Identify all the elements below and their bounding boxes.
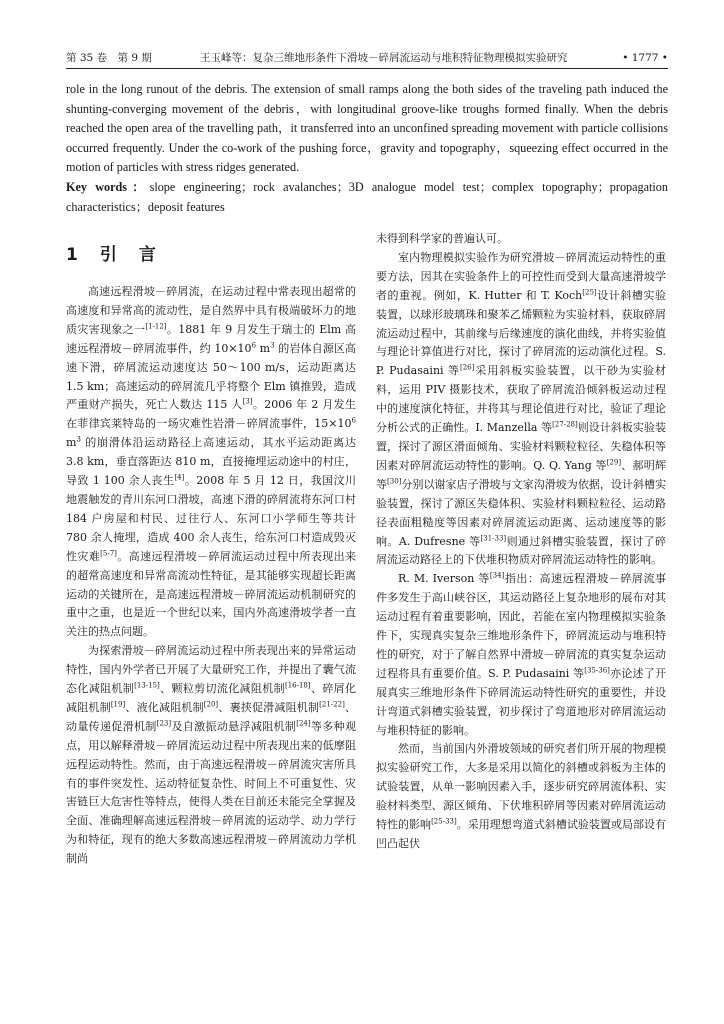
abstract-continuation: role in the long runout of the debris. The extension of small ramps along the both sides of the traveling path induced the shunting-converging movement of the debris，with longitudinal groove-like troughs formed finally. When the debris reached the open area of the travelling path，it transferred into an unconfined spreading movement with particle collisions occurred frequently. Under the co-work of the pushing force，gravity and topography，squeezing effect occurred in the motion of particles with stress ridges generated. xyxy=(66,82,668,175)
citation: [23] xyxy=(156,719,172,728)
intro-paragraph-5: 然而，当前国内外滑坡领域的研究者们所开展的物理模拟实验研究工作，大多是采用以简化的斜槽或斜板为主体的试验装置，从单一影响因素入手，逐步研究碎屑流体积、实验材料类型、源区倾角、下伏堆积碎屑等因素对碎屑流运动特性的影响[25-33]。采用理想弯道式斜槽试验装置或局部设有凹凸起伏 xyxy=(376,742,667,850)
english-abstract xyxy=(66,80,668,217)
citation: [16-18] xyxy=(284,681,311,690)
citation: [27-28] xyxy=(552,420,578,429)
left-column xyxy=(66,230,356,869)
section-heading xyxy=(66,244,356,266)
keywords-label: Key words： xyxy=(66,179,150,194)
intro-paragraph-2: 为探索滑坡－碎屑流运动过程中所表现出来的异常运动特性，国内外学者已开展了大量研究工作，并提出了囊气流态化减阻机制[13-15]、颗粒剪切流化减阻机制[16-18]、碎屑化减阻机制[19]、液化减阻机制[20]、裹挟促滑减阻机制[21-22]、动量传递促滑机制[23]及自激振动悬浮减阻机制[24]等多种观点，用以解释滑坡－碎屑流运动过程中所表现出来的低摩阻远程运动特性。然而，由于高速远程滑坡－碎屑流灾害所具有的事件突发性、运动特征复杂性、时间上不可重复性、灾害链巨大危害性等特点，使得人类在目前还未能完全掌握及全面、准确理解高速远程滑坡－碎屑流的运动学、动力学行为和特征，现有的绝大多数高速远程滑坡－碎屑流动力学机制尚 xyxy=(66,644,357,866)
keywords-text: slope engineering；rock avalanches；3D analogue model test；complex topography；propagation characteristics；deposit features xyxy=(66,179,668,214)
intro-paragraph-3: 室内物理模拟实验作为研究滑坡－碎屑流运动特性的重要方法，因其在实验条件上的可控性而受到大量高速滑坡学者的重视。例如，K. Hutter 和 T. Koch[25]设计斜槽实验装置，以球形玻璃珠和聚苯乙烯颗粒为实验材料，获取碎屑流运动过程中，其前缘与后缘速度的演化曲线，并将实验值与理论计算值进行对比，探讨了碎屑流的运动演化过程。S. P. Pudasaini 等[26]采用斜板实验装置，以干砂为实验材料，运用 PIV 摄影技术，获取了碎屑流沿倾斜板运动过程中的速度演化特征，并将其与理论值进行对比，验证了理论分析公式的正确性。I. Manzella 等[27-28]则设计斜板实验装置，探讨了源区滑面倾角、实验材料颗粒粒径、失稳体积等因素对碎屑流运动特性的影响。Q. Q. Yang 等[29]、郝明辉等[30]分别以谢家店子滑坡与文家沟滑坡为依据，设计斜槽实验装置，探讨了源区失稳体积、实验材料颗粒粒径、运动路径表面粗糙度等因素对碎屑流运动距离、运动速度等的影响。A. Dufresne 等[31-33]则通过斜槽实验装置，探讨了碎屑流运动路径上的下伏堆积物质对碎屑流运动特性的影响。 xyxy=(376,250,667,567)
citation: [4] xyxy=(174,473,185,482)
citation: [29] xyxy=(606,458,622,467)
intro-paragraph-continued: 未得到科学家的普遍认可。 xyxy=(376,232,508,245)
citation: [25] xyxy=(582,288,597,297)
running-header xyxy=(66,50,668,66)
header-rule xyxy=(66,68,668,69)
running-title: 王玉峰等：复杂三维地形条件下滑坡－碎屑流运动与堆积特征物理模拟实验研究 xyxy=(200,52,568,64)
citation: [5-7] xyxy=(100,549,117,558)
intro-paragraph-4: R. M. Iverson 等[34]指出：高速远程滑坡－碎屑流事件多发生于高山峡谷区，其运动路径上复杂地形的展布对其运动过程有着重要影响，因此，若能在室内物理模拟实验条件下，实现真实复杂三维地形条件下，碎屑流运动与堆积特性的研究，对于了解自然界中滑坡－碎屑流的真实复杂运动过程将具有重要价值。S. P. Pudasaini 等[35-36]亦论述了开展真实三维地形条件下碎屑流运动特性研究的重要性，并设计弯道式斜槽实验装置，初步探讨了弯道地形对碎屑流运动与堆积特征的影响。 xyxy=(376,571,667,737)
citation: [26] xyxy=(460,363,475,372)
citation: [19] xyxy=(110,700,126,709)
citation: [20] xyxy=(203,700,219,709)
keywords-line xyxy=(66,178,668,217)
citation: [13-15] xyxy=(134,681,160,690)
page-number: • 1777 • xyxy=(622,52,668,64)
section-title-char-1: 引 xyxy=(99,245,121,265)
section-number: 1 xyxy=(66,245,82,265)
citation: [31-33] xyxy=(480,533,507,542)
citation: [1-12] xyxy=(145,322,167,331)
citation: [34] xyxy=(489,571,505,580)
intro-paragraph-1: 高速远程滑坡－碎屑流，在运动过程中常表现出超常的高速度和异常高的流动性，是自然界中具有极端破坏力的地质灾害现象之一[1-12]。1881 年 9 月发生于瑞士的 Elm 高速远程滑坡－碎屑流事件，约 $10\times 10^6$ $m^3$ 的岩体自源区高速下滑，碎屑流运动速度达 50～100 m/s，运动距离达 1.5 km；高速运动的碎屑流几乎将整个 Elm 镇推毁，造成严重财产损失，死亡人数达 115 人[3]。2006 年 2 月发生在菲律宾莱特岛的一场灾难性岩滑－碎屑流事件，$15\times 10^6$ $m^3$ 的崩滑体沿运动路径上高速运动，其水平运动距离达 3.8 km，垂直落距达 810 m，直接掩埋运动途中的村庄，导致 1 100 余人丧生[4]。2008 年 5 月 12 日，我国汶川地震触发的青川东河口滑坡，高速下滑的碎屑流将东河口村 184 户房屋和村民、过往行人、东河口小学师生等共计 780 余人掩埋，造成 400 余人丧生，给东河口村造成毁灭性灾难[5-7]。高速远程滑坡－碎屑流运动过程中所表现出来的超常高速度和异常高流动性特征，是其能够实现超长距离运动的关键所在，是高速远程滑坡－碎屑流运动机制研究的重中之重，也是近一个世纪以来，国内外高速滑坡学者一直关注的热点问题。 xyxy=(66,285,357,639)
citation: [25-33] xyxy=(431,817,457,826)
right-column xyxy=(376,230,666,854)
section-title-char-2: 言 xyxy=(138,245,160,265)
citation: [35-36] xyxy=(584,666,610,675)
citation: [3] xyxy=(242,397,253,406)
journal-volume-issue: 第 35 卷 第 9 期 xyxy=(66,52,152,64)
citation: [24] xyxy=(296,719,311,728)
citation: [30] xyxy=(387,477,402,486)
citation: [21-22] xyxy=(319,700,345,709)
